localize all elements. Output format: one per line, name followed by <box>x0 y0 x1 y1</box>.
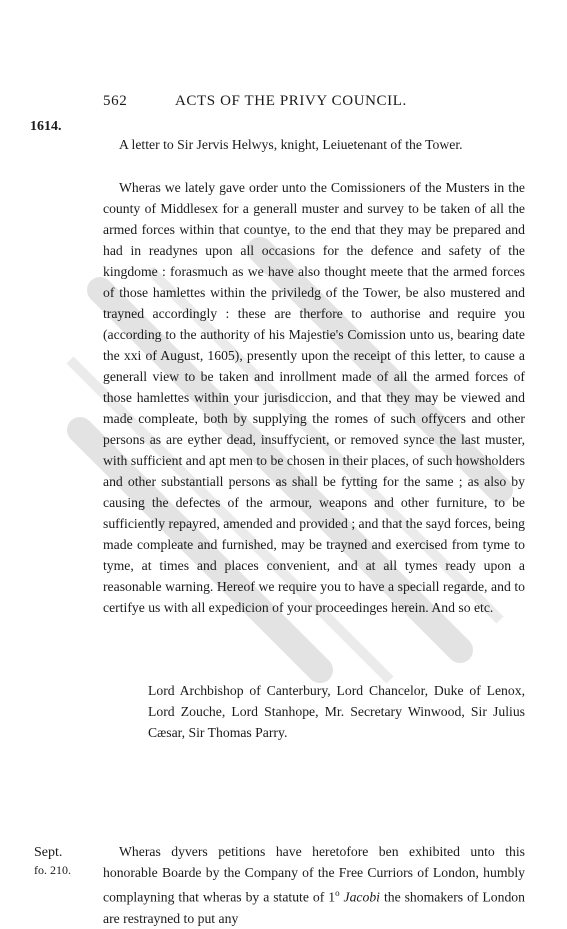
second-entry <box>103 841 525 929</box>
letter-title <box>103 134 525 155</box>
page-header <box>0 93 567 113</box>
margin-folio: fo. 210. <box>34 863 71 877</box>
entry-text-start: Wheras dyvers petitions have heretofore ben exhibited unto this honorable Boarde by the Company of the Free Curriors of London, humbly complayning that wheras by a statute of 1 <box>103 844 525 905</box>
margin-year: 1614. <box>30 119 62 134</box>
margin-month: Sept. <box>34 845 63 860</box>
entry-text-end: the shomakers of London are restrayned to put any <box>103 889 525 926</box>
running-head: ACTS OF THE PRIVY COUNCIL. <box>175 93 407 109</box>
letter-text: Wheras we lately gave order unto the Comissioners of the Musters in the county of Middlesex for a generall muster and survey to be taken of all the armed forces within that countye, to the end that they may be prepared and had in readynes upon all occasions for the defence and safety of the kingdome : forasmuch as we have also thought meete that the armed forces of those hamlettes within the priviledg of the Tower, be also mustered and trayned accordingly : these are therfore to authorise and require you (according to the authority of his Majestie's Comission unto us, bearing date the xxi of August, 1605), presently upon the receipt of this letter, to cause a generall view to be taken and inrollment made of all the armed forces of those hamlettes within your jurisdiccion, and that they may be viewed and made compleate, both by supplying the romes of such offycers and other persons as are eyther dead, insuffycient, or removed synce the last muster, with sufficient and apt men to be chosen in their places, of such howsholders and other substantiall persons as shall be fytting for the same ; as also by causing the defectes of the armour, weapons and other furniture, to be sufficiently repayred, amended and provided ; and that the sayd forces, being made compleate and furnished, may be trayned and exercised from tyme to tyme, at times and places convenient, and at all tymes ready upon a reasonable warning. Hereof we require you to have a speciall regarde, and to certifye us with all expedicion of your proceedinges herein. And so etc. <box>103 180 526 615</box>
page-number: 562 <box>103 93 128 109</box>
letter-body <box>103 177 525 618</box>
signatories: Lord Archbishop of Canterbury, Lord Chancelor, Duke of Lenox, Lord Zouche, Lord Stanhope, Mr. Secretary Winwood, Sir Julius Cæsar, Sir Thomas Parry. <box>148 683 525 740</box>
superscript-o: o <box>335 888 340 898</box>
letter-heading: A letter to Sir Jervis Helwys, knight, Leiuetenant of the Tower. <box>119 137 463 152</box>
second-entry-text <box>103 841 525 929</box>
jacobi-italic: Jacobi <box>343 889 380 905</box>
